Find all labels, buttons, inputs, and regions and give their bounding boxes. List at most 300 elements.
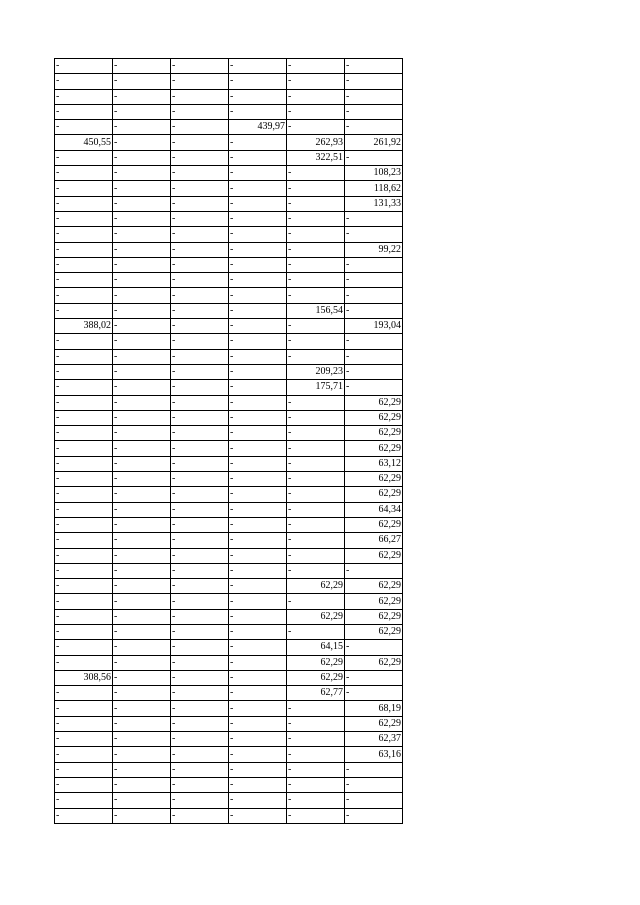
table-cell: -: [171, 364, 229, 379]
table-cell: -: [229, 732, 287, 747]
table-cell: -: [55, 793, 113, 808]
table-cell: -: [287, 349, 345, 364]
table-cell: 62,29: [345, 395, 403, 410]
table-cell: 175,71: [287, 380, 345, 395]
table-cell: -: [345, 273, 403, 288]
table-cell: -: [113, 395, 171, 410]
table-cell: -: [55, 89, 113, 104]
table-cell: -: [287, 288, 345, 303]
table-cell: 209,23: [287, 364, 345, 379]
table-cell: -: [345, 640, 403, 655]
table-cell: -: [171, 181, 229, 196]
table-cell: -: [113, 732, 171, 747]
table-cell: 62,29: [345, 624, 403, 639]
table-cell: 118,62: [345, 181, 403, 196]
table-cell: -: [113, 716, 171, 731]
table-row: [55, 701, 403, 716]
table-row: [55, 441, 403, 456]
table-cell: -: [229, 395, 287, 410]
table-cell: -: [113, 624, 171, 639]
table-cell: 108,23: [345, 166, 403, 181]
table-cell: -: [171, 242, 229, 257]
table-cell: -: [113, 762, 171, 777]
table-cell: -: [55, 517, 113, 532]
table-cell: -: [55, 166, 113, 181]
table-cell: -: [287, 59, 345, 74]
table-cell: -: [55, 104, 113, 119]
table-cell: 64,34: [345, 502, 403, 517]
table-cell: -: [229, 747, 287, 762]
table-cell: -: [229, 426, 287, 441]
table-row: [55, 686, 403, 701]
table-row: [55, 762, 403, 777]
table-cell: -: [229, 563, 287, 578]
table-cell: -: [113, 380, 171, 395]
table-cell: -: [55, 548, 113, 563]
table-row: [55, 808, 403, 823]
table-row: [55, 579, 403, 594]
table-row: [55, 242, 403, 257]
table-cell: 63,16: [345, 747, 403, 762]
table-cell: 62,77: [287, 686, 345, 701]
table-row: [55, 548, 403, 563]
table-cell: -: [229, 380, 287, 395]
table-cell: -: [113, 150, 171, 165]
table-cell: -: [171, 793, 229, 808]
table-cell: -: [345, 777, 403, 792]
table-cell: -: [113, 288, 171, 303]
table-cell: -: [171, 808, 229, 823]
table-cell: -: [171, 273, 229, 288]
table-cell: 62,37: [345, 732, 403, 747]
table-cell: -: [229, 59, 287, 74]
table-cell: -: [113, 59, 171, 74]
table-cell: -: [229, 441, 287, 456]
table-cell: -: [55, 257, 113, 272]
table-cell: -: [287, 502, 345, 517]
table-cell: -: [287, 426, 345, 441]
table-cell: -: [229, 762, 287, 777]
table-cell: -: [171, 150, 229, 165]
table-row: [55, 349, 403, 364]
table-row: [55, 609, 403, 624]
table-cell: -: [113, 166, 171, 181]
table-cell: -: [171, 104, 229, 119]
table-cell: -: [171, 166, 229, 181]
table-cell: -: [55, 716, 113, 731]
table-cell: -: [345, 257, 403, 272]
table-row: [55, 196, 403, 211]
table-cell: 62,29: [345, 609, 403, 624]
table-cell: 156,54: [287, 303, 345, 318]
table-cell: -: [113, 74, 171, 89]
table-cell: -: [55, 196, 113, 211]
table-cell: -: [113, 701, 171, 716]
table-row: [55, 517, 403, 532]
table-cell: -: [229, 410, 287, 425]
table-cell: 99,22: [345, 242, 403, 257]
table-row: [55, 89, 403, 104]
table-cell: -: [229, 517, 287, 532]
table-cell: -: [171, 349, 229, 364]
table-cell: -: [171, 211, 229, 226]
table-cell: 261,92: [345, 135, 403, 150]
table-cell: -: [287, 104, 345, 119]
table-cell: -: [229, 670, 287, 685]
table-cell: 262,93: [287, 135, 345, 150]
table-row: [55, 273, 403, 288]
table-row: [55, 502, 403, 517]
table-row: [55, 624, 403, 639]
table-cell: -: [113, 472, 171, 487]
table-cell: 62,29: [345, 594, 403, 609]
table-cell: -: [113, 609, 171, 624]
table-cell: -: [229, 334, 287, 349]
table-row: [55, 456, 403, 471]
table-cell: -: [113, 487, 171, 502]
table-cell: -: [113, 517, 171, 532]
table-cell: -: [55, 273, 113, 288]
table-cell: -: [55, 502, 113, 517]
table-cell: -: [55, 74, 113, 89]
table-cell: -: [55, 487, 113, 502]
table-cell: -: [113, 579, 171, 594]
table-cell: -: [55, 777, 113, 792]
table-row: [55, 594, 403, 609]
table-cell: -: [229, 242, 287, 257]
table-cell: -: [55, 242, 113, 257]
table-row: [55, 181, 403, 196]
table-row: [55, 166, 403, 181]
table-cell: -: [171, 624, 229, 639]
table-cell: -: [287, 273, 345, 288]
table-cell: -: [55, 150, 113, 165]
table-cell: -: [113, 747, 171, 762]
table-cell: 308,56: [55, 670, 113, 685]
table-cell: -: [113, 640, 171, 655]
table-cell: -: [113, 303, 171, 318]
table-cell: -: [55, 426, 113, 441]
table-cell: -: [171, 670, 229, 685]
table-cell: -: [55, 181, 113, 196]
table-cell: 62,29: [287, 579, 345, 594]
table-cell: -: [55, 211, 113, 226]
table-cell: -: [55, 441, 113, 456]
table-cell: -: [287, 441, 345, 456]
table-cell: -: [113, 793, 171, 808]
table-cell: 64,15: [287, 640, 345, 655]
table-cell: -: [55, 410, 113, 425]
table-cell: 131,33: [345, 196, 403, 211]
table-row: [55, 74, 403, 89]
table-cell: -: [113, 655, 171, 670]
table-cell: -: [113, 104, 171, 119]
table-cell: -: [229, 701, 287, 716]
table-cell: -: [229, 609, 287, 624]
table-cell: -: [171, 89, 229, 104]
table-cell: -: [345, 686, 403, 701]
table-cell: -: [287, 120, 345, 135]
table-cell: -: [229, 686, 287, 701]
table-row: [55, 211, 403, 226]
table-cell: -: [345, 364, 403, 379]
table-cell: 62,29: [345, 655, 403, 670]
table-cell: -: [229, 808, 287, 823]
table-cell: -: [345, 89, 403, 104]
table-cell: -: [171, 762, 229, 777]
table-cell: -: [229, 319, 287, 334]
table-cell: 439,97: [229, 120, 287, 135]
table-cell: -: [171, 227, 229, 242]
table-cell: -: [229, 349, 287, 364]
table-cell: -: [287, 456, 345, 471]
table-cell: -: [345, 74, 403, 89]
table-cell: -: [171, 380, 229, 395]
table-row: [55, 288, 403, 303]
table-cell: -: [171, 334, 229, 349]
table-cell: -: [113, 594, 171, 609]
table-cell: -: [229, 273, 287, 288]
table-cell: -: [287, 762, 345, 777]
table-cell: -: [171, 686, 229, 701]
table-cell: -: [55, 747, 113, 762]
table-cell: -: [55, 395, 113, 410]
data-table: [54, 58, 403, 824]
table-cell: -: [287, 487, 345, 502]
table-cell: -: [55, 380, 113, 395]
table-cell: -: [287, 196, 345, 211]
table-cell: 322,51: [287, 150, 345, 165]
table-row: [55, 716, 403, 731]
table-cell: -: [55, 762, 113, 777]
table-cell: -: [287, 227, 345, 242]
table-body: [55, 59, 403, 824]
table-cell: -: [171, 655, 229, 670]
table-cell: -: [113, 364, 171, 379]
table-cell: 62,29: [345, 441, 403, 456]
table-cell: -: [55, 59, 113, 74]
table-cell: -: [345, 380, 403, 395]
table-cell: -: [229, 487, 287, 502]
table-cell: -: [287, 563, 345, 578]
table-row: [55, 303, 403, 318]
table-cell: -: [345, 349, 403, 364]
table-cell: -: [229, 579, 287, 594]
table-cell: 62,29: [345, 487, 403, 502]
table-cell: -: [171, 563, 229, 578]
table-cell: 66,27: [345, 533, 403, 548]
table-cell: -: [345, 762, 403, 777]
table-row: [55, 640, 403, 655]
table-cell: -: [287, 594, 345, 609]
table-cell: -: [229, 472, 287, 487]
table-row: [55, 364, 403, 379]
table-cell: -: [229, 211, 287, 226]
table-cell: -: [55, 472, 113, 487]
table-row: [55, 426, 403, 441]
table-row: [55, 120, 403, 135]
table-cell: -: [287, 517, 345, 532]
table-cell: -: [55, 732, 113, 747]
table-cell: -: [55, 686, 113, 701]
table-row: [55, 410, 403, 425]
table-cell: -: [171, 319, 229, 334]
table-cell: -: [171, 594, 229, 609]
table-cell: -: [345, 104, 403, 119]
table-cell: -: [345, 670, 403, 685]
table-cell: -: [55, 563, 113, 578]
table-cell: 450,55: [55, 135, 113, 150]
table-cell: -: [55, 533, 113, 548]
table-cell: -: [55, 227, 113, 242]
table-cell: -: [55, 334, 113, 349]
table-row: [55, 472, 403, 487]
table-cell: -: [113, 135, 171, 150]
table-cell: 62,29: [345, 517, 403, 532]
table-cell: 62,29: [345, 716, 403, 731]
table-cell: -: [171, 456, 229, 471]
table-cell: -: [229, 640, 287, 655]
table-cell: -: [171, 196, 229, 211]
table-cell: -: [171, 487, 229, 502]
table-cell: -: [113, 334, 171, 349]
table-cell: -: [113, 548, 171, 563]
table-cell: -: [229, 777, 287, 792]
table-cell: -: [345, 150, 403, 165]
table-cell: -: [171, 716, 229, 731]
table-cell: -: [229, 793, 287, 808]
table-cell: -: [55, 609, 113, 624]
table-cell: -: [229, 89, 287, 104]
table-cell: -: [55, 364, 113, 379]
table-cell: -: [55, 624, 113, 639]
table-cell: -: [113, 456, 171, 471]
table-cell: -: [113, 89, 171, 104]
table-cell: -: [113, 563, 171, 578]
table-cell: -: [171, 548, 229, 563]
table-row: [55, 487, 403, 502]
table-row: [55, 777, 403, 792]
table-cell: -: [229, 181, 287, 196]
table-row: [55, 533, 403, 548]
table-cell: -: [113, 777, 171, 792]
table-cell: -: [345, 334, 403, 349]
table-cell: -: [345, 288, 403, 303]
table-cell: -: [345, 793, 403, 808]
table-cell: -: [287, 257, 345, 272]
table-row: [55, 380, 403, 395]
table-cell: -: [113, 242, 171, 257]
table-cell: -: [113, 686, 171, 701]
table-cell: 62,29: [287, 609, 345, 624]
table-row: [55, 257, 403, 272]
table-cell: -: [287, 777, 345, 792]
table-cell: 68,19: [345, 701, 403, 716]
table-cell: -: [171, 777, 229, 792]
table-cell: -: [171, 395, 229, 410]
table-cell: -: [229, 150, 287, 165]
table-cell: -: [171, 288, 229, 303]
table-cell: 62,29: [345, 426, 403, 441]
table-cell: -: [287, 89, 345, 104]
table-row: [55, 227, 403, 242]
table-cell: -: [345, 211, 403, 226]
table-cell: -: [55, 579, 113, 594]
table-cell: -: [287, 624, 345, 639]
table-cell: -: [55, 808, 113, 823]
table-cell: -: [345, 120, 403, 135]
table-cell: -: [171, 120, 229, 135]
table-cell: -: [345, 59, 403, 74]
table-cell: -: [171, 517, 229, 532]
table-cell: -: [287, 319, 345, 334]
table-cell: -: [55, 701, 113, 716]
table-cell: -: [345, 227, 403, 242]
table-cell: -: [55, 456, 113, 471]
table-cell: 62,29: [287, 655, 345, 670]
table-cell: -: [287, 732, 345, 747]
table-cell: -: [113, 181, 171, 196]
table-cell: -: [171, 472, 229, 487]
table-cell: -: [113, 410, 171, 425]
table-cell: -: [113, 257, 171, 272]
table-cell: -: [113, 211, 171, 226]
table-cell: -: [171, 579, 229, 594]
table-cell: -: [171, 640, 229, 655]
table-row: [55, 655, 403, 670]
table-cell: -: [113, 273, 171, 288]
table-cell: -: [171, 502, 229, 517]
table-row: [55, 150, 403, 165]
table-cell: -: [171, 59, 229, 74]
table-cell: -: [55, 288, 113, 303]
table-cell: -: [171, 609, 229, 624]
table-cell: -: [113, 502, 171, 517]
table-row: [55, 59, 403, 74]
table-cell: -: [287, 472, 345, 487]
table-cell: -: [229, 74, 287, 89]
table-cell: -: [113, 441, 171, 456]
table-cell: -: [229, 104, 287, 119]
table-cell: -: [171, 747, 229, 762]
table-cell: -: [229, 594, 287, 609]
table-row: [55, 563, 403, 578]
table-cell: -: [55, 349, 113, 364]
table-cell: -: [171, 303, 229, 318]
table-row: [55, 793, 403, 808]
table-cell: -: [229, 135, 287, 150]
table-cell: -: [345, 563, 403, 578]
table-cell: -: [171, 410, 229, 425]
table-cell: 193,04: [345, 319, 403, 334]
table-cell: -: [171, 426, 229, 441]
table-row: [55, 334, 403, 349]
table-cell: -: [113, 808, 171, 823]
table-row: [55, 670, 403, 685]
table-cell: -: [55, 594, 113, 609]
table-cell: -: [287, 242, 345, 257]
table-cell: 62,29: [345, 472, 403, 487]
table-cell: -: [171, 257, 229, 272]
table-cell: -: [229, 548, 287, 563]
table-cell: -: [113, 120, 171, 135]
table-row: [55, 732, 403, 747]
table-cell: -: [171, 74, 229, 89]
table-cell: -: [229, 624, 287, 639]
table-cell: 63,12: [345, 456, 403, 471]
table-cell: 62,29: [345, 548, 403, 563]
table-cell: -: [345, 303, 403, 318]
